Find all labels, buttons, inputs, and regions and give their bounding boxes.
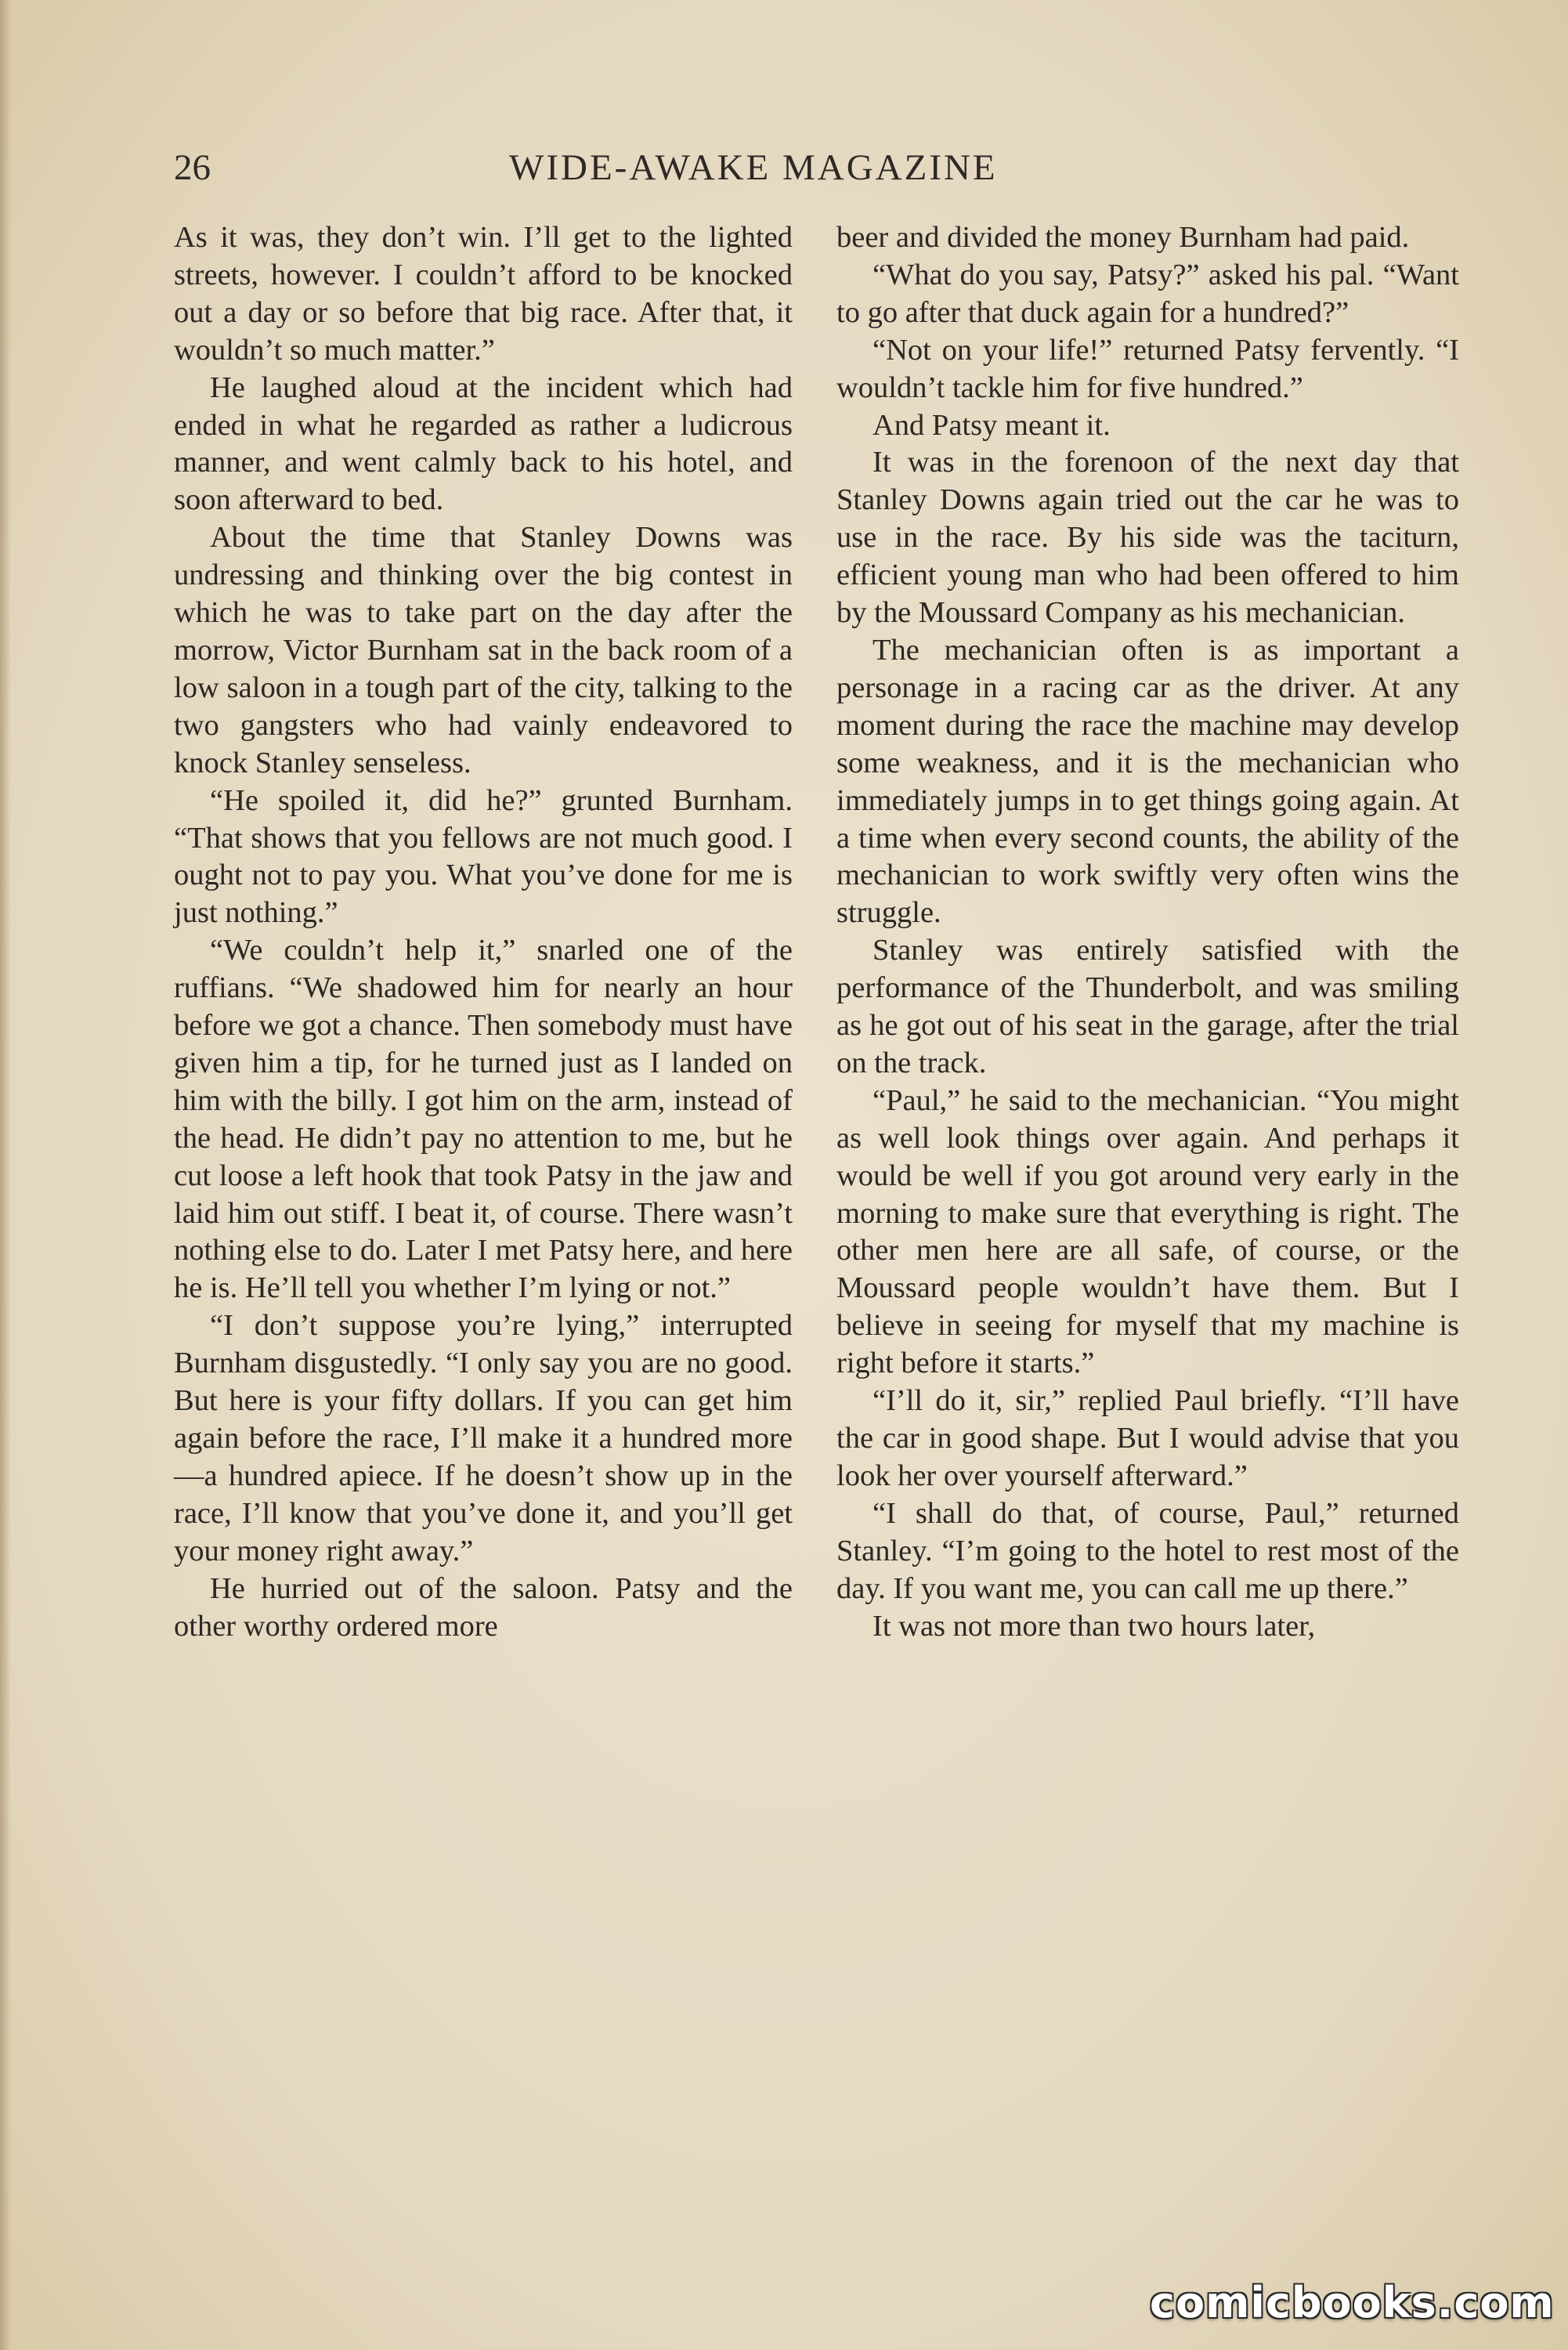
left-column <box>174 219 793 1645</box>
paragraph: “I don’t suppose you’re lying,” interrupted Burnham disgustedly. “I only say you are no good. But here is your fifty dollars. If you can get him again before the race, I’ll make it a hundred more—a hundred apiece. If he doesn’t show up in the race, I’ll know that you’ve done it, and you’ll get your money right away.” <box>174 1309 793 1567</box>
paragraph: He laughed aloud at the incident which had ended in what he regarded as rather a ludicrous manner, and went calmly back to his hotel, and soon afterward to bed. <box>174 371 793 517</box>
paragraph: The mechanician often is as important a personage in a racing car as the driver. At any moment during the race the machine may develop some weakness, and it is the mechanician who immediately jumps in to get things going again. At a time when every second counts, the ability of the mechanician to work swiftly very often wins the struggle. <box>836 633 1459 930</box>
paragraph: “He spoiled it, did he?” grunted Burnham. “That shows that you fellows are not much good. I ought not to pay you. What you’ve done for me is just nothing.” <box>174 783 793 930</box>
page-header <box>0 146 1568 208</box>
paragraph: Stanley was entirely satisfied with the performance of the Thunderbolt, and was smiling as he got out of his seat in the garage, after the trial on the track. <box>836 934 1459 1079</box>
paragraph: About the time that Stanley Downs was undressing and thinking over the big contest in which he was to take part on the day after the morrow, Victor Burnham sat in the back room of a low saloon in a tough part of the city, talking to the two gangsters who had vainly endeavored to knock Stanley senseless. <box>174 521 793 779</box>
paragraph: And Patsy meant it. <box>873 408 1111 442</box>
paragraph: “What do you say, Patsy?” asked his pal. “Want to go after that duck again for a hundred?” <box>836 258 1459 329</box>
page-number: 26 <box>174 147 211 188</box>
paragraph: It was not more than two hours later, <box>873 1609 1316 1643</box>
paragraph: He hurried out of the saloon. Patsy and the other worthy ordered more <box>174 1571 793 1643</box>
running-title: WIDE-AWAKE MAGAZINE <box>509 147 998 188</box>
paragraph: “Paul,” he said to the mechanician. “You might as well look things over again. And perhaps it would be well if you got around very early in the morning to make sure that everything is right. The other men here are all safe, of course, or the Moussard people wouldn’t have them. But I believe in seeing for myself that my machine is right before it starts.” <box>836 1083 1459 1380</box>
paragraph: “I shall do that, of course, Paul,” returned Stanley. “I’m going to the hotel to rest most of the day. If you want me, you can call me up there.” <box>836 1496 1459 1605</box>
watermark: comicbooks.com <box>1150 2278 1555 2327</box>
paragraph: “We couldn’t help it,” snarled one of the ruffians. “We shadowed him for nearly an hour before we got a chance. Then somebody must have given him a tip, for he turned just as I landed on him with the billy. I got him on the arm, instead of the head. He didn’t pay no attention to me, but he cut loose a left hook that took Patsy in the jaw and laid him out stiff. I beat it, of course. There wasn’t nothing else to do. Later I met Patsy here, and here he is. He’ll tell you whether I’m lying or not.” <box>174 934 793 1305</box>
right-column <box>836 219 1459 1645</box>
page-edge-shadow <box>0 0 11 2350</box>
paragraph: “Not on your life!” returned Patsy fervently. “I wouldn’t tackle him for five hundred.” <box>836 333 1459 404</box>
paragraph: It was in the forenoon of the next day that Stanley Downs again tried out the car he was to use in the race. By his side was the taciturn, efficient young man who had been offered to him by the Moussard Company as his mechanician. <box>836 446 1459 630</box>
paragraph: beer and divided the money Burnham had paid. <box>836 221 1410 254</box>
paragraph: As it was, they don’t win. I’ll get to the lighted streets, however. I couldn’t afford to be knocked out a day or so before that big race. After that, it wouldn’t so much matter.” <box>174 221 793 367</box>
paragraph: “I’ll do it, sir,” replied Paul briefly. “I’ll have the car in good shape. But I would advise that you look her over yourself afterward.” <box>836 1384 1459 1492</box>
